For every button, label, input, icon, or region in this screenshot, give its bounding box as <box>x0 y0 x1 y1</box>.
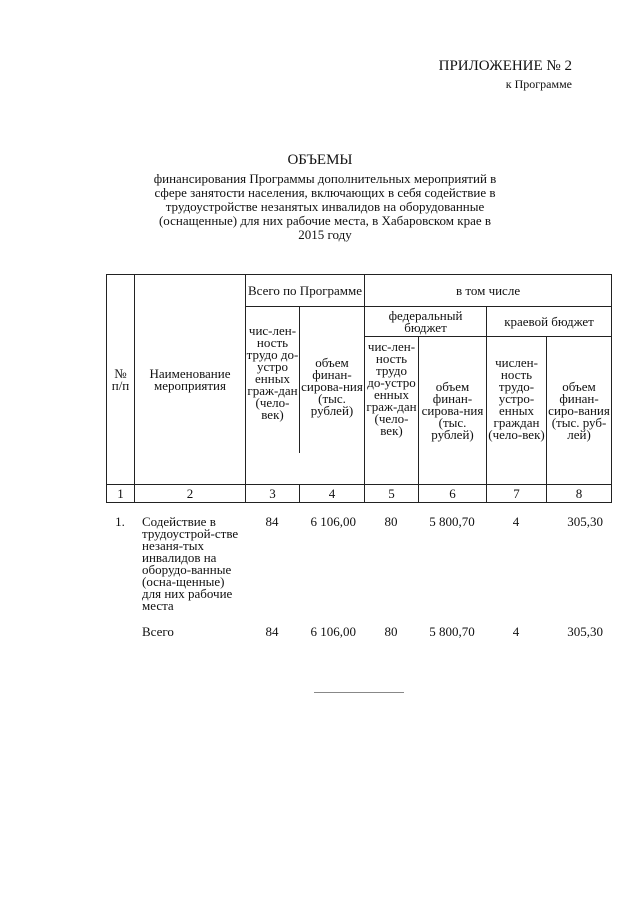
column-number: 3 <box>246 485 300 503</box>
header-financing-total: объем финан-сирова-ния (тыс. рублей) <box>301 355 363 418</box>
header-financing-regional: объем финан-сиро-вания (тыс. руб-лей) <box>547 337 612 485</box>
event-name: Всего <box>142 624 174 639</box>
column-number-row <box>107 485 612 503</box>
regional-count: 4 <box>512 514 520 529</box>
financing-table-body <box>106 514 611 638</box>
column-number: 5 <box>365 485 419 503</box>
column-number: 6 <box>419 485 487 503</box>
header-count-regional: числен-ность трудо-устро-енных граждан (чело-век) <box>487 337 547 485</box>
appendix-number: ПРИЛОЖЕНИЕ № 2 <box>438 58 572 74</box>
header-count-total: чис-лен-ность трудо до-устро енных граж-дан (чело-век) <box>246 307 300 453</box>
appendix-block <box>439 58 572 92</box>
closing-divider <box>314 692 404 693</box>
event-name: Содействие в трудоустрой-стве незаня-тых инвалидов на оборудо-ванные (осна-щенные) для них рабочие места <box>142 514 239 613</box>
header-row-number: № п/п <box>107 275 135 485</box>
regional-financing: 305,30 <box>567 514 603 529</box>
header-event-name: Наименование мероприятия <box>135 275 246 485</box>
header-regional-budget: краевой бюджет <box>487 307 612 337</box>
total-financing: 6 106,00 <box>310 624 356 639</box>
column-number: 7 <box>487 485 547 503</box>
column-number: 1 <box>107 485 135 503</box>
column-number: 2 <box>135 485 246 503</box>
row-number <box>106 612 134 638</box>
row-number: 1. <box>115 514 125 529</box>
document-title: ОБЪЕМЫ <box>287 152 353 168</box>
total-subheader-cell <box>246 307 365 485</box>
financing-table-header <box>106 274 612 503</box>
document-subtitle: финансирования Программы дополнительных мероприятий в сфере занятости населения, включающих в себя содействие в трудоустройстве незанятых инвалидов на оборудованные (оснащенные) для них рабочие места, в Хабаровском крае в 2015 году <box>153 171 497 242</box>
column-number: 4 <box>300 485 365 503</box>
header-total-program: Всего по Программе <box>246 275 365 307</box>
total-count: 84 <box>265 624 279 639</box>
table-row <box>106 514 611 612</box>
appendix-reference: к Программе <box>505 77 572 91</box>
total-count: 84 <box>265 514 279 529</box>
header-federal-budget: федеральный бюджет <box>365 307 487 337</box>
federal-count: 80 <box>384 514 398 529</box>
table-row-total <box>106 612 611 638</box>
header-financing-federal: объем финан-сирова-ния (тыс. рублей) <box>419 337 487 485</box>
regional-count: 4 <box>512 624 520 639</box>
regional-financing: 305,30 <box>567 624 603 639</box>
federal-financing: 5 800,70 <box>429 514 475 529</box>
header-count-federal: чис-лен-ность трудо до-устро енных граж-дан (чело-век) <box>365 337 419 485</box>
federal-financing: 5 800,70 <box>429 624 475 639</box>
column-number: 8 <box>547 485 612 503</box>
header-including: в том числе <box>365 275 612 307</box>
total-financing: 6 106,00 <box>310 514 356 529</box>
federal-count: 80 <box>384 624 398 639</box>
